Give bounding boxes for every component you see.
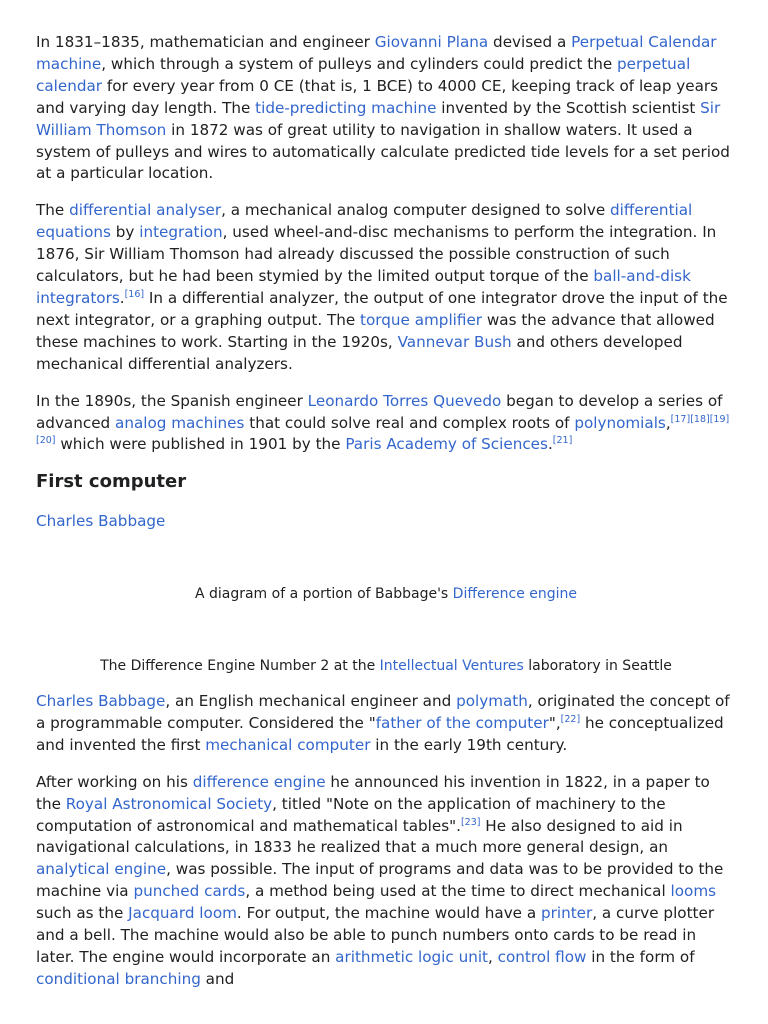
text: . For output, the machine would have a — [236, 904, 541, 923]
paragraph-differential-analyser — [36, 200, 736, 375]
caption-text: laboratory in Seattle — [523, 658, 672, 674]
caption-text: A diagram of a portion of Babbage's — [194, 586, 453, 602]
text: . — [547, 435, 553, 454]
text: , a method being used at the time to direct mechanical — [245, 882, 671, 901]
text: , a curve plotter and a bell. The machine would also be able to punch numbers onto cards to be read in later. The engine would incorporate an — [36, 904, 715, 966]
figure-caption-difference-engine — [36, 584, 736, 606]
text: he announced his invention in 1822, in a paper to the — [36, 772, 710, 813]
link-differential-analyser[interactable]: differential analyser — [69, 201, 222, 220]
text: invented by the Scottish scientist — [436, 98, 701, 117]
link-royal-astronomical-society[interactable]: Royal Astronomical Society — [65, 794, 273, 813]
citation-23 — [461, 816, 481, 827]
text: , was possible. The input of programs and data was to be provided to the machine via — [36, 860, 724, 901]
link-giovanni-plana[interactable]: Giovanni Plana — [374, 33, 489, 51]
text: , — [488, 947, 498, 966]
text: began to develop a series of advanced — [36, 391, 723, 432]
citation-link[interactable]: [21] — [552, 435, 573, 447]
text: The — [36, 201, 70, 220]
citation-21 — [553, 435, 573, 446]
text: , an English mechanical engineer and — [165, 692, 457, 710]
text: in the form of — [586, 947, 695, 966]
link-charles-babbage[interactable]: Charles Babbage — [36, 692, 166, 710]
link-conditional-branching[interactable]: conditional branching — [36, 969, 201, 988]
text: was the advance that allowed these machines to work. Starting in the 1920s, — [36, 310, 715, 351]
citation-16 — [125, 289, 145, 300]
link-punched-cards[interactable]: punched cards — [133, 882, 246, 901]
text: by — [110, 223, 140, 242]
link-ball-and-disk-integrators[interactable]: ball-and-disk integrators — [36, 267, 691, 307]
text: He also designed to aid in navigational calculations, in 1833 he realized that a much more general design, an — [36, 816, 683, 857]
citation-link[interactable]: [17] — [670, 413, 691, 425]
text: , which through a system of pulleys and cylinders could predict the — [101, 54, 617, 73]
link-sir-william-thomson[interactable]: Sir William Thomson — [36, 98, 721, 139]
babbage-section-body — [36, 691, 736, 1006]
citation-link[interactable]: [20] — [36, 435, 56, 447]
text: and — [200, 969, 235, 988]
paragraph-torres-quevedo — [36, 391, 736, 457]
link-difference-engine[interactable]: Difference engine — [452, 586, 578, 602]
text: , originated the concept of a programmable computer. Considered the " — [36, 692, 730, 732]
citation-link[interactable]: [18] — [690, 413, 710, 425]
paragraph-babbage-intro — [36, 691, 736, 757]
text: In the 1890s, the Spanish engineer — [36, 391, 308, 410]
link-polynomials[interactable]: polynomials — [574, 413, 666, 432]
link-polymath[interactable]: polymath — [456, 692, 528, 710]
link-printer[interactable]: printer — [540, 904, 593, 923]
caption-text: The Difference Engine Number 2 at the — [100, 658, 380, 674]
text: in 1872 was of great utility to navigation in shallow waters. It used a system of pulleys and wires to automatically calculate predicted tide levels for a set period at a particular location. — [36, 120, 730, 183]
text: In a differential analyzer, the output of one integrator drove the input of the next integrator, or a graphing output. The — [36, 288, 728, 329]
text: , — [665, 413, 671, 432]
main-article-link — [36, 511, 736, 533]
link-jacquard-loom[interactable]: Jacquard loom — [128, 904, 237, 923]
link-tide-predicting-machine[interactable]: tide-predicting machine — [255, 98, 437, 117]
section-heading: First computer — [36, 471, 187, 493]
text: devised a — [488, 33, 572, 51]
text: , used wheel-and-disc mechanisms to perform the integration. In 1876, Sir William Thomson had already discussed the possible construction of such calculators, but he had been stymied by the limited output torque of the — [36, 223, 717, 286]
text: In 1831–1835, mathematician and engineer — [36, 33, 375, 51]
citation-link[interactable]: [22] — [560, 713, 581, 725]
text: , titled "Note on the application of machinery to the computation of astronomical and mathematical tables". — [36, 794, 666, 835]
paragraph-difference-engine — [36, 772, 736, 991]
link-charles-babbage-main[interactable]: Charles Babbage — [36, 512, 166, 531]
citation-link[interactable]: [23] — [460, 816, 481, 828]
link-mechanical-computer[interactable]: mechanical computer — [205, 735, 371, 754]
text: he conceptualized and invented the first — [36, 713, 724, 754]
figure-caption-intellectual-ventures — [36, 656, 736, 678]
link-difference-engine[interactable]: difference engine — [192, 772, 326, 791]
link-differential-equations[interactable]: differential equations — [36, 201, 693, 242]
text: and others developed mechanical differential analyzers. — [36, 332, 683, 373]
text: such as the — [36, 904, 129, 923]
link-paris-academy-of-sciences[interactable]: Paris Academy of Sciences — [345, 435, 548, 454]
link-father-of-the-computer[interactable]: father of the computer — [375, 713, 549, 732]
text: for every year from 0 CE (that is, 1 BCE) to 4000 CE, keeping track of leap years and varying day length. The — [36, 76, 719, 117]
link-analytical-engine[interactable]: analytical engine — [36, 860, 167, 879]
link-intellectual-ventures[interactable]: Intellectual Ventures — [379, 658, 524, 674]
citation-link[interactable]: [19] — [709, 413, 730, 425]
link-integration[interactable]: integration — [139, 223, 223, 242]
link-torque-amplifier[interactable]: torque amplifier — [360, 310, 483, 329]
text: that could solve real and complex roots of — [244, 413, 575, 432]
text: which were published in 1901 by the — [55, 435, 346, 454]
link-looms[interactable]: looms — [670, 882, 717, 901]
text: . — [119, 288, 125, 307]
link-leonardo-torres-quevedo[interactable]: Leonardo Torres Quevedo — [307, 391, 502, 410]
citation-link[interactable]: [16] — [124, 288, 145, 300]
text: After working on his — [36, 772, 193, 791]
link-arithmetic-logic-unit[interactable]: arithmetic logic unit — [335, 947, 488, 966]
text: ", — [548, 713, 561, 732]
link-vannevar-bush[interactable]: Vannevar Bush — [397, 332, 512, 351]
citation-22 — [561, 714, 581, 725]
link-analog-machines[interactable]: analog machines — [115, 413, 245, 432]
text: , a mechanical analog computer designed to solve — [221, 201, 611, 220]
article-content — [36, 32, 736, 988]
link-perpetual-calendar-machine[interactable]: Perpetual Calendar machine — [36, 33, 717, 73]
text: in the early 19th century. — [370, 735, 568, 754]
link-perpetual-calendar[interactable]: perpetual calendar — [36, 54, 691, 95]
link-control-flow[interactable]: control flow — [497, 947, 587, 966]
paragraph-plana-thomson — [36, 32, 736, 185]
